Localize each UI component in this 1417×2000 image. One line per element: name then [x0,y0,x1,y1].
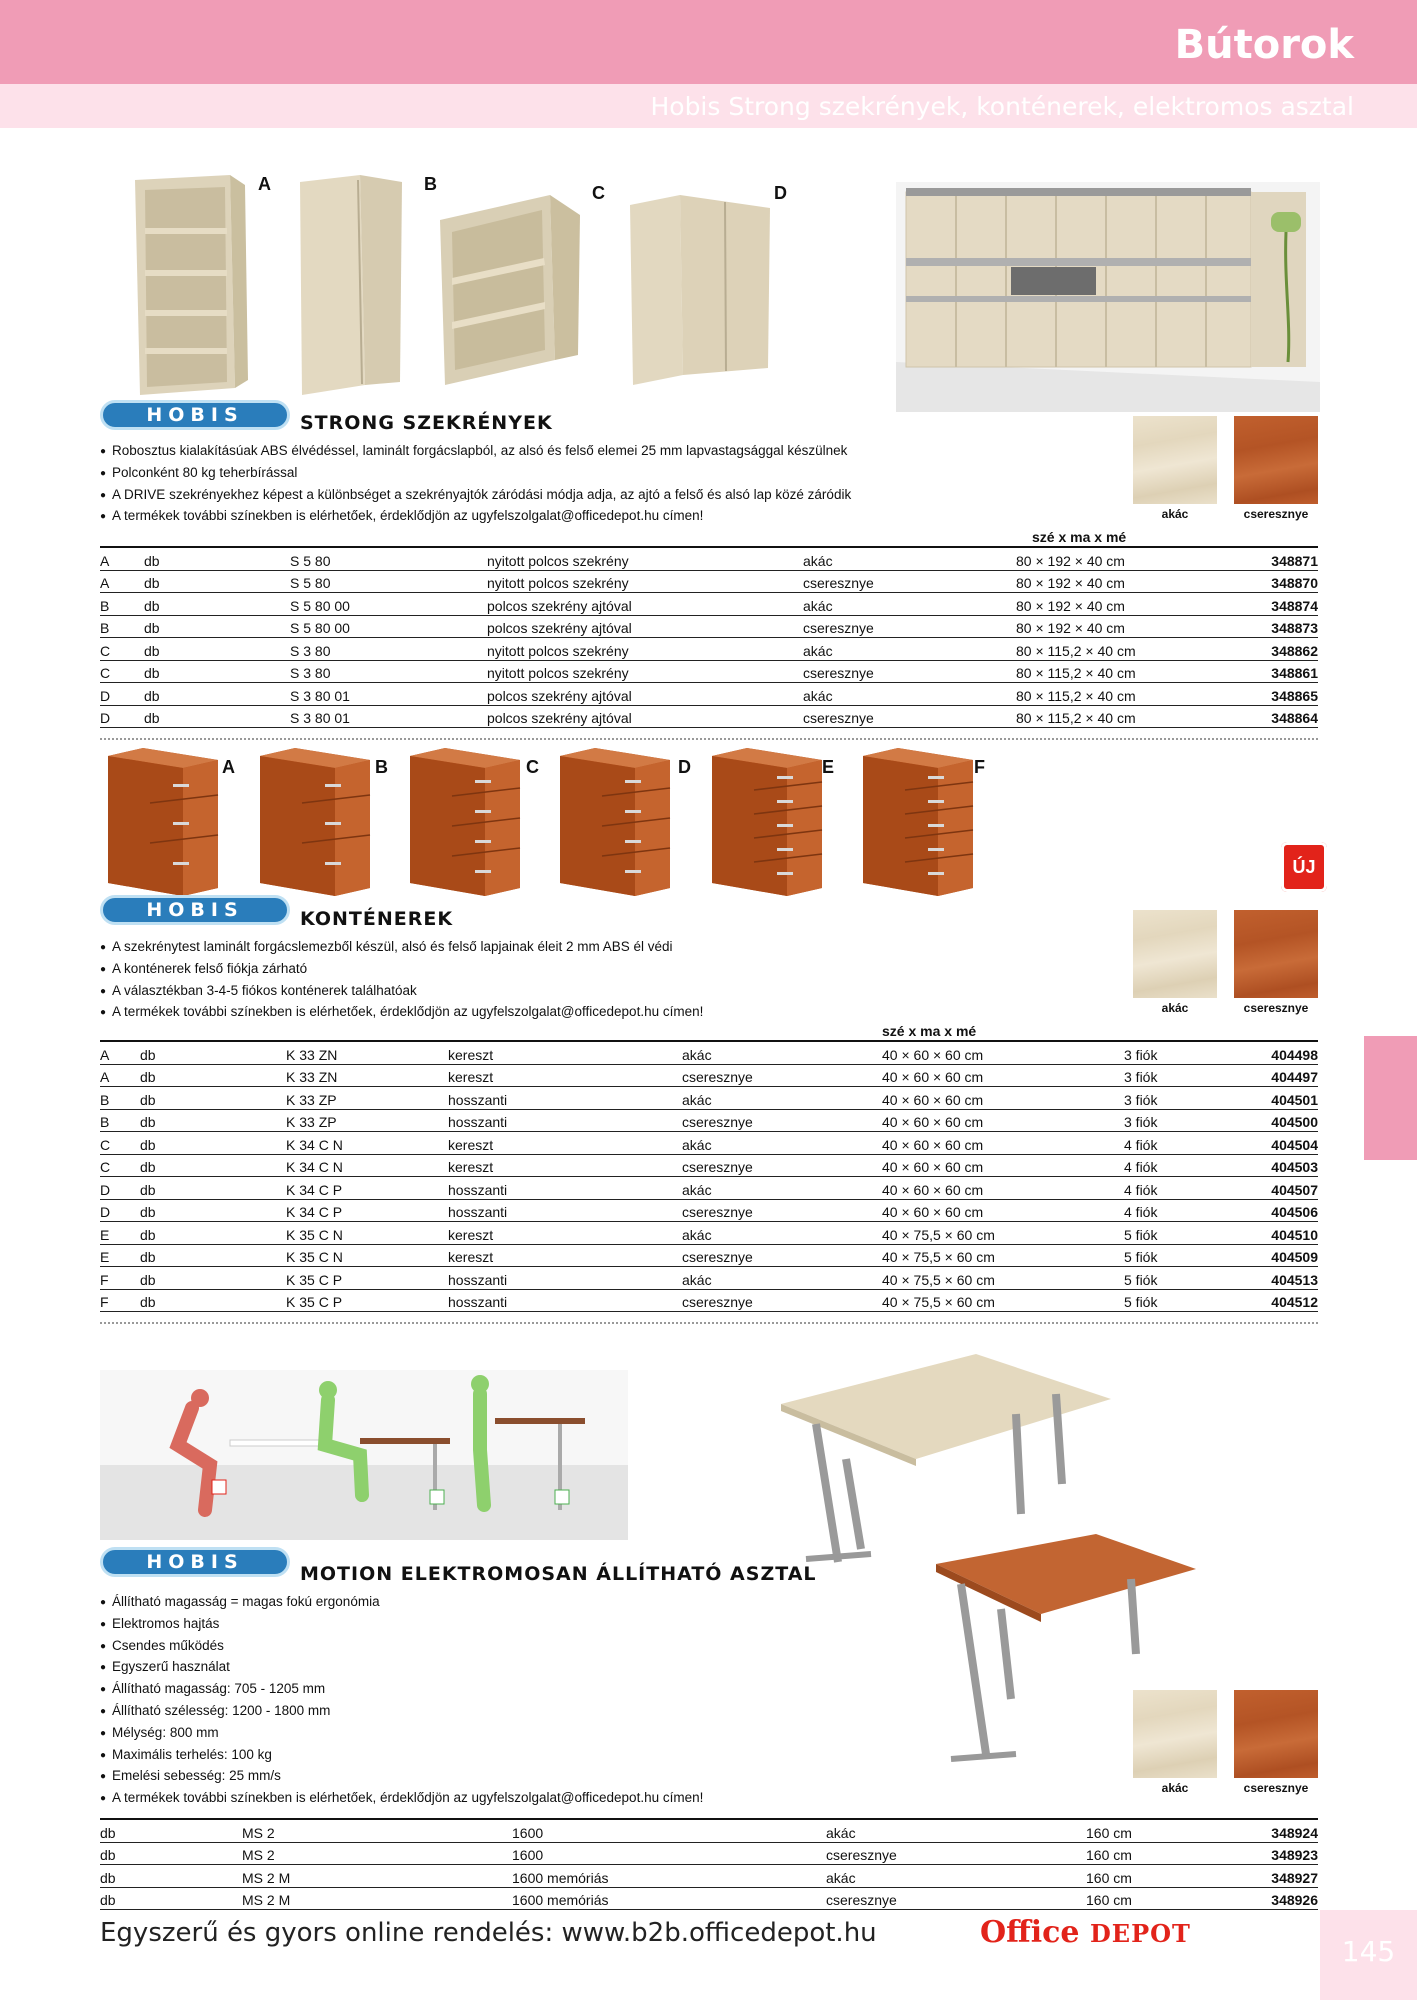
bullet-item: ● A termékek további színekben is elérhetőek, érdeklődjön az ugyfelszolgalat@officedepot.hu címen! [100,1002,1100,1024]
hobis-logo: HOBIS [100,895,290,925]
table-cell: C [100,638,144,661]
table-cell: db [140,1289,286,1312]
table-cell: 80 × 115,2 × 40 cm [1016,660,1196,683]
table-cell: D [100,705,144,728]
product-code-cell: 404507 [1234,1177,1318,1200]
table-cell: db [140,1222,286,1245]
table-cell: S 3 80 01 [290,705,487,728]
table-cell: K 33 ZN [286,1041,448,1064]
table-cell: cseresznye [803,705,1016,728]
table-cell: 4 fiók [1124,1132,1234,1155]
table-cell: K 33 ZP [286,1109,448,1132]
product-code-cell: 404501 [1234,1087,1318,1110]
table-cell: akác [803,683,1016,706]
table-cell: db [140,1109,286,1132]
container-a-image [108,748,218,896]
table-cell: cseresznye [682,1199,882,1222]
table-cell: 160 cm [1086,1887,1226,1910]
swatch-akac [1133,1690,1217,1778]
table-row [100,1887,1318,1910]
table-cell: 160 cm [1086,1865,1226,1888]
table-cell: nyitott polcos szekrény [487,547,803,570]
table-cell: db [100,1865,242,1888]
table-row [100,1154,1318,1177]
bullet-item: ● Maximális terhelés: 100 kg [100,1745,1100,1767]
bullet-item: ● Állítható magasság = magas fokú ergonómia [100,1592,1100,1614]
table-cell: hosszanti [448,1109,682,1132]
cabinet-label-d: D [774,183,787,203]
table-cell: cseresznye [682,1109,882,1132]
product-code-cell: 404503 [1234,1154,1318,1177]
bullet-item: ● A szekrénytest laminált forgácslemezből készül, alsó és felső lapjainak éleit 2 mm ABS él védi [100,937,1100,959]
product-code-cell: 348926 [1226,1887,1318,1910]
table-cell: 40 × 60 × 60 cm [882,1177,1124,1200]
table-cell: db [140,1177,286,1200]
table-cell: C [100,1154,140,1177]
cabinet-c-image [440,195,580,385]
container-b-image [260,748,370,896]
new-badge: ÚJ [1281,842,1327,892]
cabinet-label-c: C [592,183,605,203]
table-cell: 4 fiók [1124,1177,1234,1200]
table-cell: 40 × 60 × 60 cm [882,1087,1124,1110]
table-cell: polcos szekrény ajtóval [487,683,803,706]
bullet-item: ● Állítható magasság: 705 - 1205 mm [100,1679,1100,1701]
product-code-cell: 404513 [1234,1267,1318,1290]
divider [100,1322,1318,1324]
containers-bullet-list [100,937,1100,1024]
divider [100,738,1318,740]
table-cell: db [140,1267,286,1290]
table-cell: 80 × 115,2 × 40 cm [1016,683,1196,706]
product-code-cell: 404509 [1234,1244,1318,1267]
table-cell: E [100,1222,140,1245]
product-code-cell: 348861 [1196,660,1318,683]
bullet-item: ● Állítható szélesség: 1200 - 1800 mm [100,1701,1100,1723]
table-cell: polcos szekrény ajtóval [487,705,803,728]
table-cell: nyitott polcos szekrény [487,570,803,593]
table-cell: K 35 C N [286,1244,448,1267]
table-cell: B [100,1087,140,1110]
table-row [100,1289,1318,1312]
product-code-cell: 348865 [1196,683,1318,706]
table-row [100,1244,1318,1267]
desk-bullet-list [100,1592,1100,1810]
table-row [100,1865,1318,1888]
container-label-a: A [222,757,235,777]
cabinet-product-images [130,170,780,400]
table-cell: db [140,1132,286,1155]
table-cell: hosszanti [448,1087,682,1110]
table-cell: 40 × 60 × 60 cm [882,1064,1124,1087]
table-cell: 80 × 115,2 × 40 cm [1016,638,1196,661]
table-cell: db [140,1154,286,1177]
table-cell: cseresznye [682,1064,882,1087]
ergonomics-illustration [100,1370,628,1540]
table-row [100,1199,1318,1222]
table-cell: 80 × 115,2 × 40 cm [1016,705,1196,728]
table-cell: kereszt [448,1154,682,1177]
swatch-label-akac: akác [1161,1781,1189,1795]
table-cell: 40 × 60 × 60 cm [882,1154,1124,1177]
page-subtitle: Hobis Strong szekrények, konténerek, elektromos asztal [650,92,1354,121]
table-cell: B [100,1109,140,1132]
table-cell: F [100,1267,140,1290]
container-d-image [560,748,670,896]
table-cell: S 3 80 01 [290,683,487,706]
footer-ordering-text: Egyszerű és gyors online rendelés: www.b2b.officedepot.hu [100,1918,877,1948]
table-cell: akác [803,638,1016,661]
product-code-cell: 404500 [1234,1109,1318,1132]
table-cell: K 35 C N [286,1222,448,1245]
product-code-cell: 404497 [1234,1064,1318,1087]
cabinets-bullet-list [100,441,1100,528]
table-row [100,547,1318,570]
table-cell: D [100,1199,140,1222]
table-cell: cseresznye [803,570,1016,593]
table-cell: db [144,638,290,661]
table-cell: db [144,660,290,683]
table-cell: cseresznye [826,1887,1086,1910]
table-header-row [100,1798,1318,1819]
table-cell: 40 × 60 × 60 cm [882,1199,1124,1222]
table-cell: A [100,1064,140,1087]
table-cell: kereszt [448,1222,682,1245]
table-cell: 1600 memóriás [512,1865,826,1888]
table-cell: db [144,593,290,616]
table-row [100,1109,1318,1132]
table-cell: S 5 80 00 [290,615,487,638]
table-cell: nyitott polcos szekrény [487,660,803,683]
table-cell: D [100,1177,140,1200]
swatch-label-cseresznye: cseresznye [1243,507,1309,521]
table-header-row [100,526,1318,547]
swatch-label-akac: akác [1161,507,1189,521]
table-row [100,1842,1318,1865]
bullet-item: ● Robosztus kialakításúak ABS élvédéssel, laminált forgácslapból, az alsó és felső elemei 25 mm lapvastagsággal készülnek [100,441,1100,463]
dims-header: szé x ma x mé [1016,526,1196,547]
table-cell: hosszanti [448,1289,682,1312]
table-cell: K 34 C P [286,1199,448,1222]
table-cell: S 3 80 [290,638,487,661]
page-title: Bútorok [1174,22,1354,68]
table-cell: polcos szekrény ajtóval [487,615,803,638]
swatch-akac [1133,416,1217,504]
table-cell: 4 fiók [1124,1199,1234,1222]
desk-section-title: MOTION ELEKTROMOSAN ÁLLÍTHATÓ ASZTAL [300,1563,817,1585]
swatch-cseresznye [1234,1690,1318,1778]
table-cell: akác [803,547,1016,570]
table-cell: 40 × 75,5 × 60 cm [882,1244,1124,1267]
table-cell: A [100,1041,140,1064]
cabinet-a-image [135,175,248,395]
table-cell: db [140,1041,286,1064]
table-cell: akác [682,1132,882,1155]
product-code-cell: 404506 [1234,1199,1318,1222]
table-cell: 40 × 60 × 60 cm [882,1041,1124,1064]
table-cell: 1600 [512,1842,826,1865]
product-code-cell: 348873 [1196,615,1318,638]
cabinet-d-image [630,195,770,385]
desk-table [100,1798,1318,1910]
table-cell: 3 fiók [1124,1064,1234,1087]
table-cell: hosszanti [448,1199,682,1222]
table-cell: db [140,1064,286,1087]
product-code-cell: 348924 [1226,1819,1318,1842]
table-cell: db [144,547,290,570]
table-cell: 5 fiók [1124,1222,1234,1245]
product-code-cell: 348870 [1196,570,1318,593]
table-cell: db [140,1244,286,1267]
bullet-item: ● Csendes működés [100,1636,1100,1658]
table-cell: MS 2 [242,1842,512,1865]
table-cell: 80 × 192 × 40 cm [1016,593,1196,616]
brand-sub: DEPOT [1089,1919,1191,1948]
product-code-cell: 348864 [1196,705,1318,728]
table-cell: db [100,1842,242,1865]
container-product-images [108,748,978,896]
table-cell: F [100,1289,140,1312]
table-cell: db [100,1887,242,1910]
table-cell: kereszt [448,1041,682,1064]
table-cell: 4 fiók [1124,1154,1234,1177]
table-cell: 160 cm [1086,1819,1226,1842]
table-cell: akác [826,1819,1086,1842]
table-cell: B [100,593,144,616]
table-cell: db [144,683,290,706]
bullet-item: ● A konténerek felső fiókja zárható [100,959,1100,981]
table-row [100,1267,1318,1290]
swatch-akac [1133,910,1217,998]
table-cell: 80 × 192 × 40 cm [1016,615,1196,638]
table-row [100,1819,1318,1842]
table-cell: polcos szekrény ajtóval [487,593,803,616]
product-code-cell: 348923 [1226,1842,1318,1865]
table-cell: A [100,547,144,570]
table-cell: S 3 80 [290,660,487,683]
swatch-label-cseresznye: cseresznye [1243,1781,1309,1795]
table-cell: db [140,1199,286,1222]
table-cell: db [140,1087,286,1110]
container-f-image [863,748,973,896]
table-cell: 1600 memóriás [512,1887,826,1910]
table-cell: akác [682,1177,882,1200]
bullet-item: ● Elektromos hajtás [100,1614,1100,1636]
desk-akac-image [781,1354,1111,1562]
table-cell: C [100,1132,140,1155]
table-cell: db [144,570,290,593]
table-cell: B [100,615,144,638]
bullet-item: ● Emelési sebesség: 25 mm/s [100,1766,1100,1788]
table-cell: cseresznye [682,1154,882,1177]
table-cell: E [100,1244,140,1267]
product-code-cell: 348862 [1196,638,1318,661]
dims-header: szé x ma x mé [882,1020,1124,1041]
cabinet-label-a: A [258,174,271,194]
table-cell: cseresznye [682,1289,882,1312]
table-row [100,1222,1318,1245]
table-cell: 1600 [512,1819,826,1842]
swatch-label-cseresznye: cseresznye [1243,1001,1309,1015]
containers-section-title: KONTÉNEREK [300,908,454,930]
table-cell: 3 fiók [1124,1041,1234,1064]
table-cell: 40 × 75,5 × 60 cm [882,1289,1124,1312]
table-cell: akác [682,1087,882,1110]
table-row [100,615,1318,638]
table-cell: K 34 C N [286,1154,448,1177]
table-cell: hosszanti [448,1177,682,1200]
table-row [100,660,1318,683]
table-cell: hosszanti [448,1267,682,1290]
table-cell: db [144,615,290,638]
table-cell: 40 × 75,5 × 60 cm [882,1222,1124,1245]
container-label-c: C [526,757,539,777]
swatch-cseresznye [1234,910,1318,998]
page-number: 145 [1341,1935,1396,1968]
table-cell: akác [682,1222,882,1245]
table-cell: 3 fiók [1124,1109,1234,1132]
container-c-image [410,748,520,896]
product-code-cell: 348874 [1196,593,1318,616]
table-row [100,1064,1318,1087]
table-cell: S 5 80 00 [290,593,487,616]
table-cell: kereszt [448,1064,682,1087]
cabinets-section-title: STRONG SZEKRÉNYEK [300,412,553,434]
bullet-item: ● A DRIVE szekrényekhez képest a különbséget a szekrényajtók záródási módja adja, az ajtó a felső és alsó lap közé záródik [100,485,1100,507]
office-depot-logo [980,1915,1191,1950]
table-cell: 3 fiók [1124,1087,1234,1110]
table-cell: S 5 80 [290,570,487,593]
table-cell: D [100,683,144,706]
table-cell: 160 cm [1086,1842,1226,1865]
container-label-d: D [678,757,691,777]
cabinet-b-image [300,175,402,395]
table-row [100,570,1318,593]
table-cell: K 35 C P [286,1289,448,1312]
bullet-item: ● A választékban 3-4-5 fiókos konténerek találhatóak [100,981,1100,1003]
table-row [100,638,1318,661]
containers-table [100,1020,1318,1312]
table-cell: cseresznye [803,660,1016,683]
table-cell: A [100,570,144,593]
table-cell: K 34 C N [286,1132,448,1155]
bullet-item: ● Mélység: 800 mm [100,1723,1100,1745]
product-code-cell: 404504 [1234,1132,1318,1155]
table-cell: 80 × 192 × 40 cm [1016,570,1196,593]
brand-main: Office [980,1915,1080,1950]
table-cell: K 33 ZN [286,1064,448,1087]
table-header-row [100,1020,1318,1041]
table-cell: MS 2 [242,1819,512,1842]
product-code-cell: 348871 [1196,547,1318,570]
container-label-e: E [822,757,835,777]
table-row [100,593,1318,616]
container-e-image [712,748,822,896]
table-cell: db [100,1819,242,1842]
table-row [100,1087,1318,1110]
product-code-cell: 404498 [1234,1041,1318,1064]
table-cell: MS 2 M [242,1887,512,1910]
table-cell: db [144,705,290,728]
bullet-item: ● Egyszerű használat [100,1657,1100,1679]
table-cell: 40 × 60 × 60 cm [882,1109,1124,1132]
table-cell: MS 2 M [242,1865,512,1888]
table-cell: akác [826,1865,1086,1888]
product-code-cell: 404512 [1234,1289,1318,1312]
table-cell: S 5 80 [290,547,487,570]
table-cell: 80 × 192 × 40 cm [1016,547,1196,570]
table-cell: K 33 ZP [286,1087,448,1110]
table-cell: kereszt [448,1132,682,1155]
table-row [100,1041,1318,1064]
table-cell: 5 fiók [1124,1267,1234,1290]
table-row [100,705,1318,728]
container-label-b: B [375,757,388,777]
table-cell: 5 fiók [1124,1289,1234,1312]
table-cell: akác [682,1267,882,1290]
table-cell: 40 × 60 × 60 cm [882,1132,1124,1155]
table-cell: K 35 C P [286,1267,448,1290]
table-cell: cseresznye [826,1842,1086,1865]
table-row [100,1177,1318,1200]
office-cabinet-photo [896,182,1320,412]
table-row [100,683,1318,706]
swatch-cseresznye [1234,416,1318,504]
product-code-cell: 348927 [1226,1865,1318,1888]
table-cell: K 34 C P [286,1177,448,1200]
section-side-tab [1364,1036,1417,1160]
table-cell: akác [803,593,1016,616]
table-cell: 40 × 75,5 × 60 cm [882,1267,1124,1290]
swatch-label-akac: akác [1161,1001,1189,1015]
table-cell: kereszt [448,1244,682,1267]
bullet-item: ● A termékek további színekben is elérhetőek, érdeklődjön az ugyfelszolgalat@officedepot.hu címen! [100,1788,1100,1810]
hobis-logo: HOBIS [100,400,290,430]
table-cell: cseresznye [803,615,1016,638]
cabinet-label-b: B [424,174,437,194]
table-cell: cseresznye [682,1244,882,1267]
container-label-f: F [974,757,985,777]
product-code-cell: 404510 [1234,1222,1318,1245]
table-cell: nyitott polcos szekrény [487,638,803,661]
table-cell: C [100,660,144,683]
table-row [100,1132,1318,1155]
bullet-item: ● A termékek további színekben is elérhetőek, érdeklődjön az ugyfelszolgalat@officedepot.hu címen! [100,506,1100,528]
table-cell: 5 fiók [1124,1244,1234,1267]
cabinets-table [100,526,1318,728]
bullet-item: ● Polconként 80 kg teherbírással [100,463,1100,485]
hobis-logo: HOBIS [100,1547,290,1577]
table-cell: akác [682,1041,882,1064]
